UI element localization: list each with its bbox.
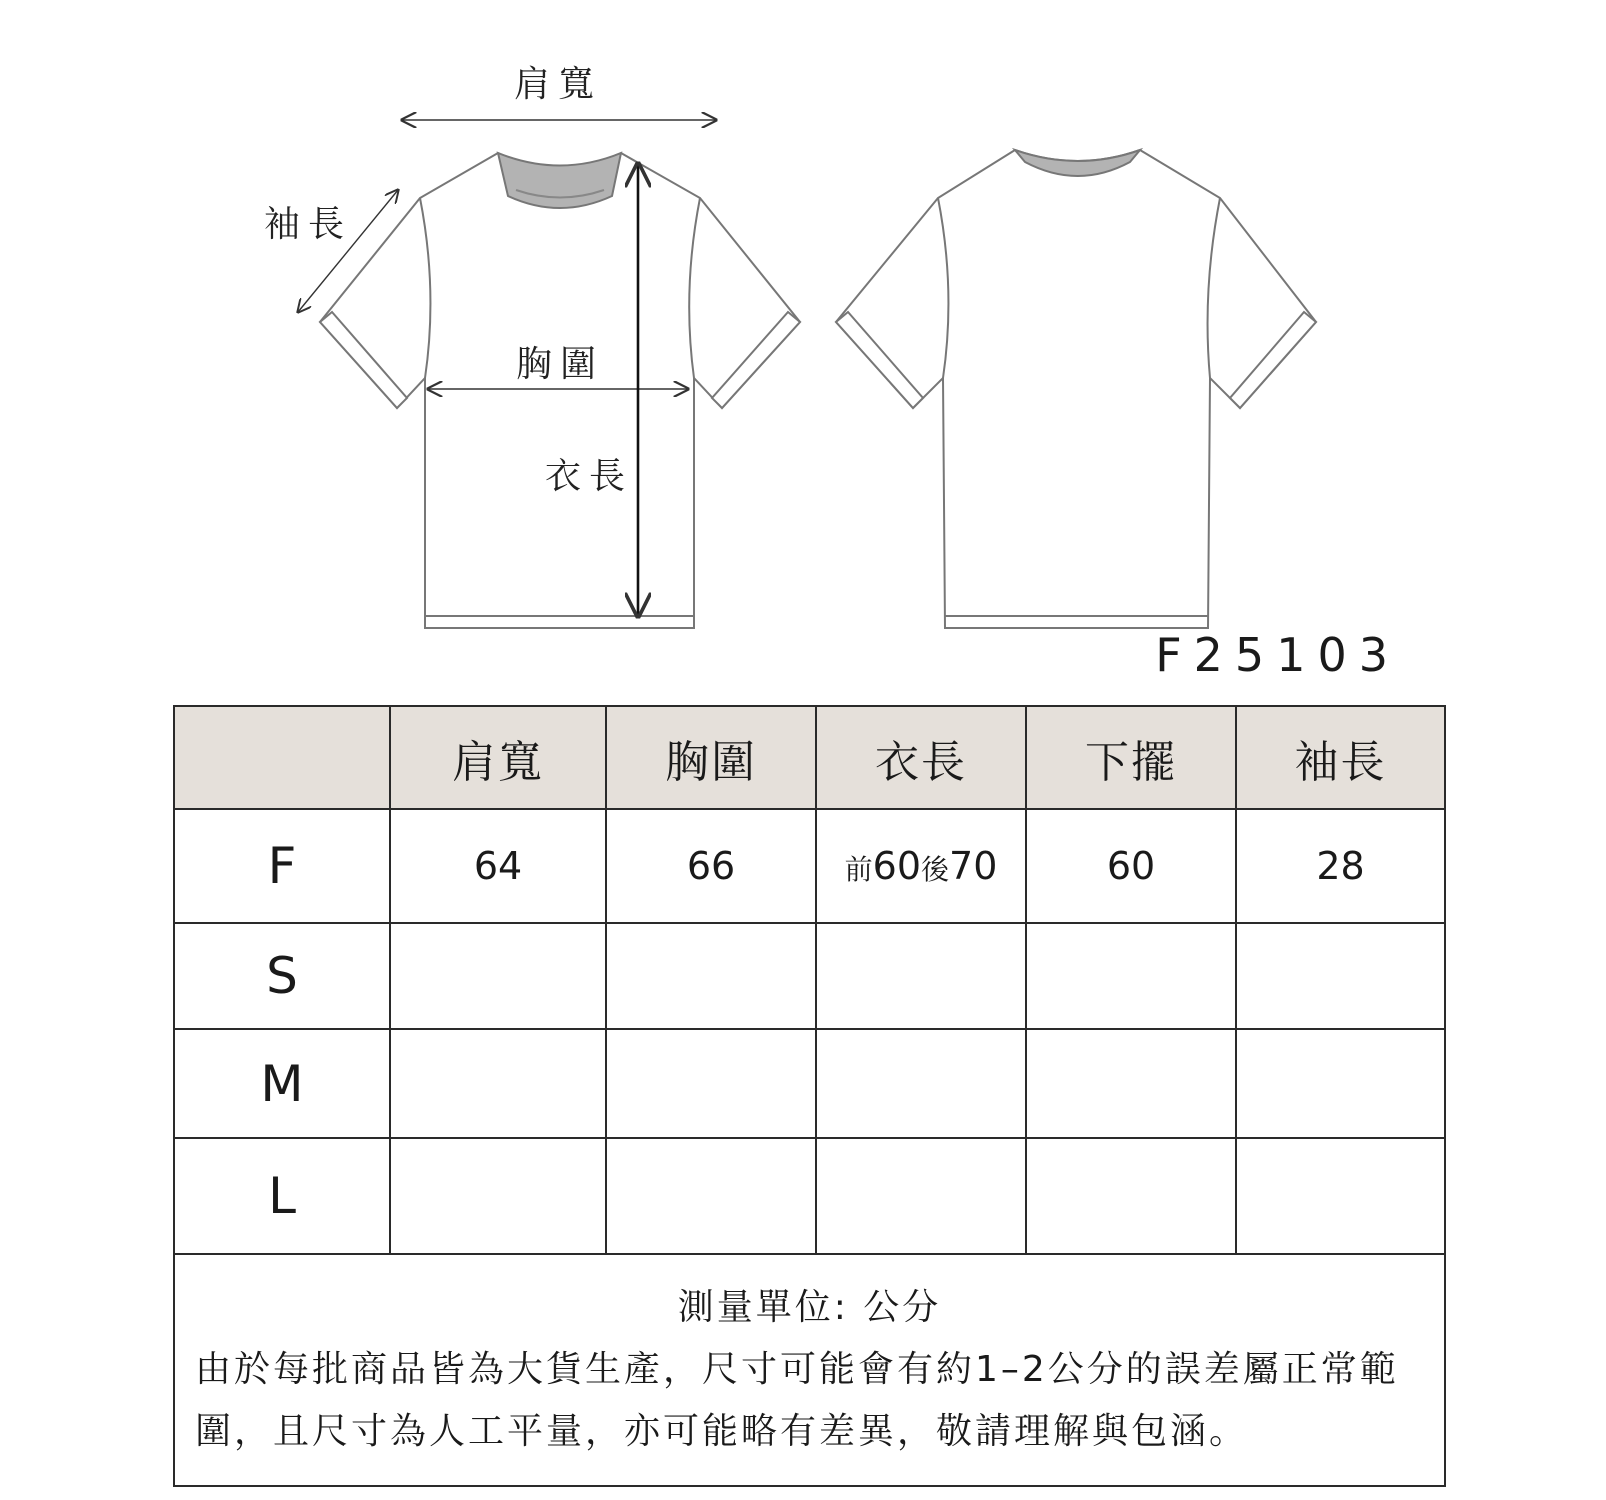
length-cell [816, 1029, 1026, 1138]
header-sleeve: 袖長 [1236, 706, 1445, 809]
shoulder-cell: 64 [390, 809, 606, 923]
shoulder-cell [390, 1029, 606, 1138]
table-row [174, 1138, 1445, 1254]
length-cell [816, 809, 1026, 923]
shoulder-width-label: 肩寬 [514, 64, 603, 105]
size-cell: S [174, 923, 390, 1029]
header-length: 衣長 [816, 706, 1026, 809]
size-cell: F [174, 809, 390, 923]
chest-label: 胸圍 [516, 344, 605, 385]
table-row [174, 1029, 1445, 1138]
hem-cell [1026, 1029, 1236, 1138]
measurement-unit: 測量單位: 公分 [677, 1287, 942, 1328]
shoulder-cell [390, 923, 606, 1029]
header-chest: 胸圍 [606, 706, 816, 809]
header-hem: 下擺 [1026, 706, 1236, 809]
sleeve-cell: 28 [1236, 809, 1445, 923]
disclaimer-text: 由於每批商品皆為大貨生產，尺寸可能會有約1–2公分的誤差屬正常範圍，且尺寸為人工平量，亦可能略有差異，敬請理解與包涵。 [195, 1349, 1399, 1452]
sleeve-cell [1236, 1138, 1445, 1254]
back-label: 後 [921, 853, 950, 886]
chest-cell [606, 923, 816, 1029]
chest-cell [606, 1138, 816, 1254]
size-cell: M [174, 1029, 390, 1138]
notes-row [174, 1254, 1445, 1486]
tshirt-front [320, 153, 800, 628]
sleeve-cell [1236, 1029, 1445, 1138]
hem-cell [1026, 1138, 1236, 1254]
header-size [174, 706, 390, 809]
tshirt-illustration [0, 0, 1606, 680]
table-header-row [174, 706, 1445, 809]
size-cell: L [174, 1138, 390, 1254]
sleeve-length-label: 袖長 [264, 204, 353, 245]
front-label: 前 [844, 853, 873, 886]
hem-cell [1026, 923, 1236, 1029]
chest-cell [606, 1029, 816, 1138]
chest-cell: 66 [606, 809, 816, 923]
table-row [174, 809, 1445, 923]
body-length-label: 衣長 [545, 456, 634, 497]
length-cell [816, 1138, 1026, 1254]
length-cell [816, 923, 1026, 1029]
shoulder-cell [390, 1138, 606, 1254]
notes-cell [174, 1254, 1445, 1486]
front-length: 60 [872, 844, 921, 888]
back-length: 70 [949, 844, 998, 888]
header-shoulder: 肩寬 [390, 706, 606, 809]
garment-diagram [0, 0, 1606, 680]
table-row [174, 923, 1445, 1029]
product-code: F25103 [1155, 628, 1400, 682]
tshirt-back [836, 150, 1316, 628]
size-table [173, 705, 1446, 1487]
hem-cell: 60 [1026, 809, 1236, 923]
sleeve-cell [1236, 923, 1445, 1029]
